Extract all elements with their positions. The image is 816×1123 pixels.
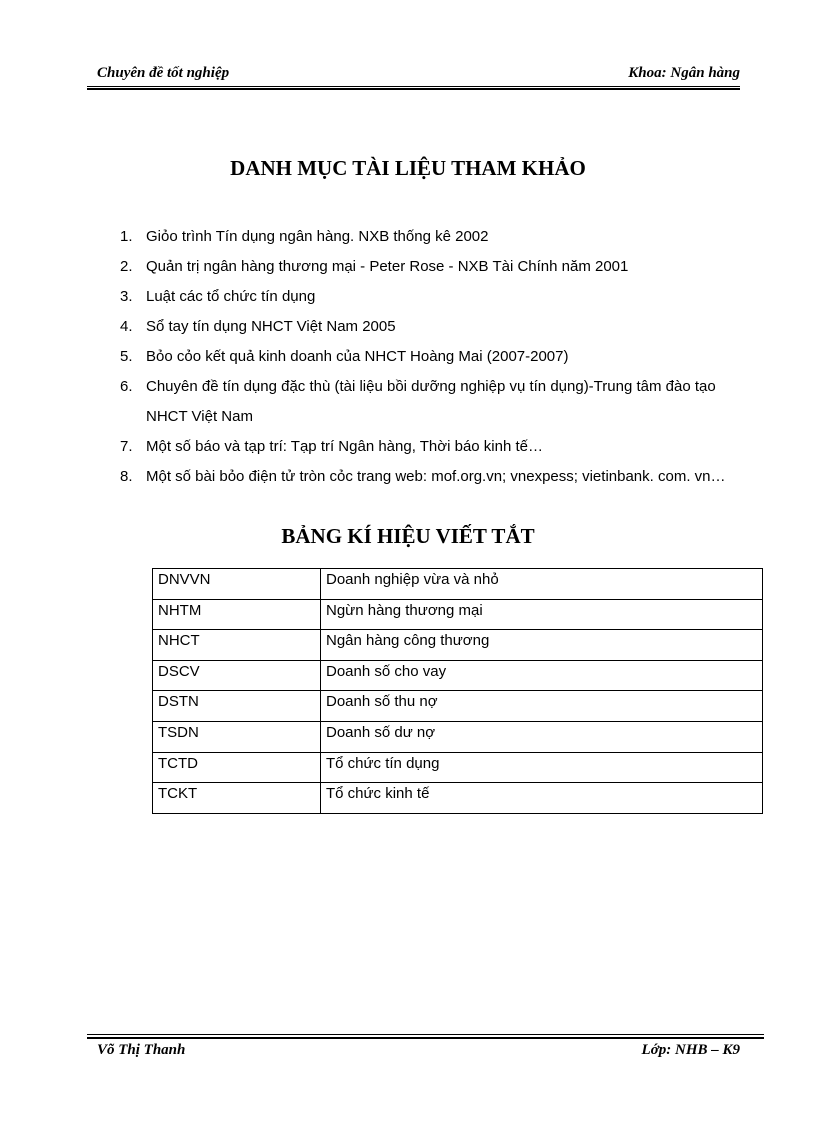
reference-item xyxy=(120,342,740,372)
table-row xyxy=(153,569,763,600)
reference-item xyxy=(120,252,740,282)
abbreviation-code: NHTM xyxy=(153,599,321,630)
abbreviation-code: TCTD xyxy=(153,752,321,783)
reference-number: 1. xyxy=(120,228,133,245)
abbreviations-title: BẢNG KÍ HIỆU VIẾT TẮT xyxy=(281,524,535,548)
abbreviation-meaning: Doanh số dư nợ xyxy=(321,721,763,752)
page-header xyxy=(87,64,740,87)
abbreviation-meaning: Doanh số cho vay xyxy=(321,660,763,691)
page-footer xyxy=(87,1034,764,1057)
abbreviation-meaning: Ngân hàng công thương xyxy=(321,630,763,661)
footer-left-text: Võ Thị Thanh xyxy=(97,1042,186,1058)
reference-text: Chuyên đề tín dụng đặc thù (tài liệu bồi dưỡng nghiệp vụ tín dụng)-Trung tâm đào tạo NHCT Việt Nam xyxy=(146,378,716,425)
reference-item xyxy=(120,372,740,432)
header-right-text: Khoa: Ngân hàng xyxy=(628,65,740,81)
abbreviation-code: DSTN xyxy=(153,691,321,722)
reference-number: 8. xyxy=(120,468,133,485)
table-row xyxy=(153,783,763,814)
footer-right-text: Lớp: NHB – K9 xyxy=(641,1042,740,1058)
abbreviation-meaning: Doanh số thu nợ xyxy=(321,691,763,722)
abbreviations-table xyxy=(152,568,763,814)
reference-item xyxy=(120,462,740,492)
reference-text: Giỏo trình Tín dụng ngân hàng. NXB thống kê 2002 xyxy=(146,228,489,245)
abbreviation-code: DNVVN xyxy=(153,569,321,600)
abbreviation-code: NHCT xyxy=(153,630,321,661)
abbreviation-meaning: Tổ chức tín dụng xyxy=(321,752,763,783)
reference-number: 4. xyxy=(120,318,133,335)
reference-text: Quản trị ngân hàng thương mại - Peter Rose - NXB Tài Chính năm 2001 xyxy=(146,258,629,275)
reference-text: Sổ tay tín dụng NHCT Việt Nam 2005 xyxy=(146,318,396,335)
table-row xyxy=(153,599,763,630)
reference-number: 6. xyxy=(120,378,133,395)
reference-item xyxy=(120,282,740,312)
reference-number: 5. xyxy=(120,348,133,365)
abbreviation-code: DSCV xyxy=(153,660,321,691)
abbreviation-meaning: Doanh nghiệp vừa và nhỏ xyxy=(321,569,763,600)
reference-number: 2. xyxy=(120,258,133,275)
abbreviation-meaning: Tổ chức kinh tế xyxy=(321,783,763,814)
reference-item xyxy=(120,432,740,462)
reference-item xyxy=(120,222,740,252)
abbreviation-code: TSDN xyxy=(153,721,321,752)
header-left-text: Chuyên đề tốt nghiệp xyxy=(97,65,230,81)
reference-number: 3. xyxy=(120,288,133,305)
reference-text: Một số bài bỏo điện tử tròn cỏc trang web: mof.org.vn; vnexpess; vietinbank. com. vn… xyxy=(146,468,726,485)
table-row xyxy=(153,630,763,661)
references-list xyxy=(120,222,740,492)
reference-item xyxy=(120,312,740,342)
table-row xyxy=(153,752,763,783)
table-row xyxy=(153,660,763,691)
abbreviation-code: TCKT xyxy=(153,783,321,814)
table-row xyxy=(153,721,763,752)
reference-text: Một số báo và tạp trí: Tạp trí Ngân hàng, Thời báo kinh tế… xyxy=(146,438,544,455)
reference-number: 7. xyxy=(120,438,133,455)
reference-text: Bỏo cỏo kết quả kinh doanh của NHCT Hoàng Mai (2007-2007) xyxy=(146,348,569,365)
reference-text: Luật các tổ chức tín dụng xyxy=(146,288,316,305)
references-title: DANH MỤC TÀI LIỆU THAM KHẢO xyxy=(230,156,586,180)
abbreviation-meaning: Ngừn hàng thương mại xyxy=(321,599,763,630)
table-row xyxy=(153,691,763,722)
